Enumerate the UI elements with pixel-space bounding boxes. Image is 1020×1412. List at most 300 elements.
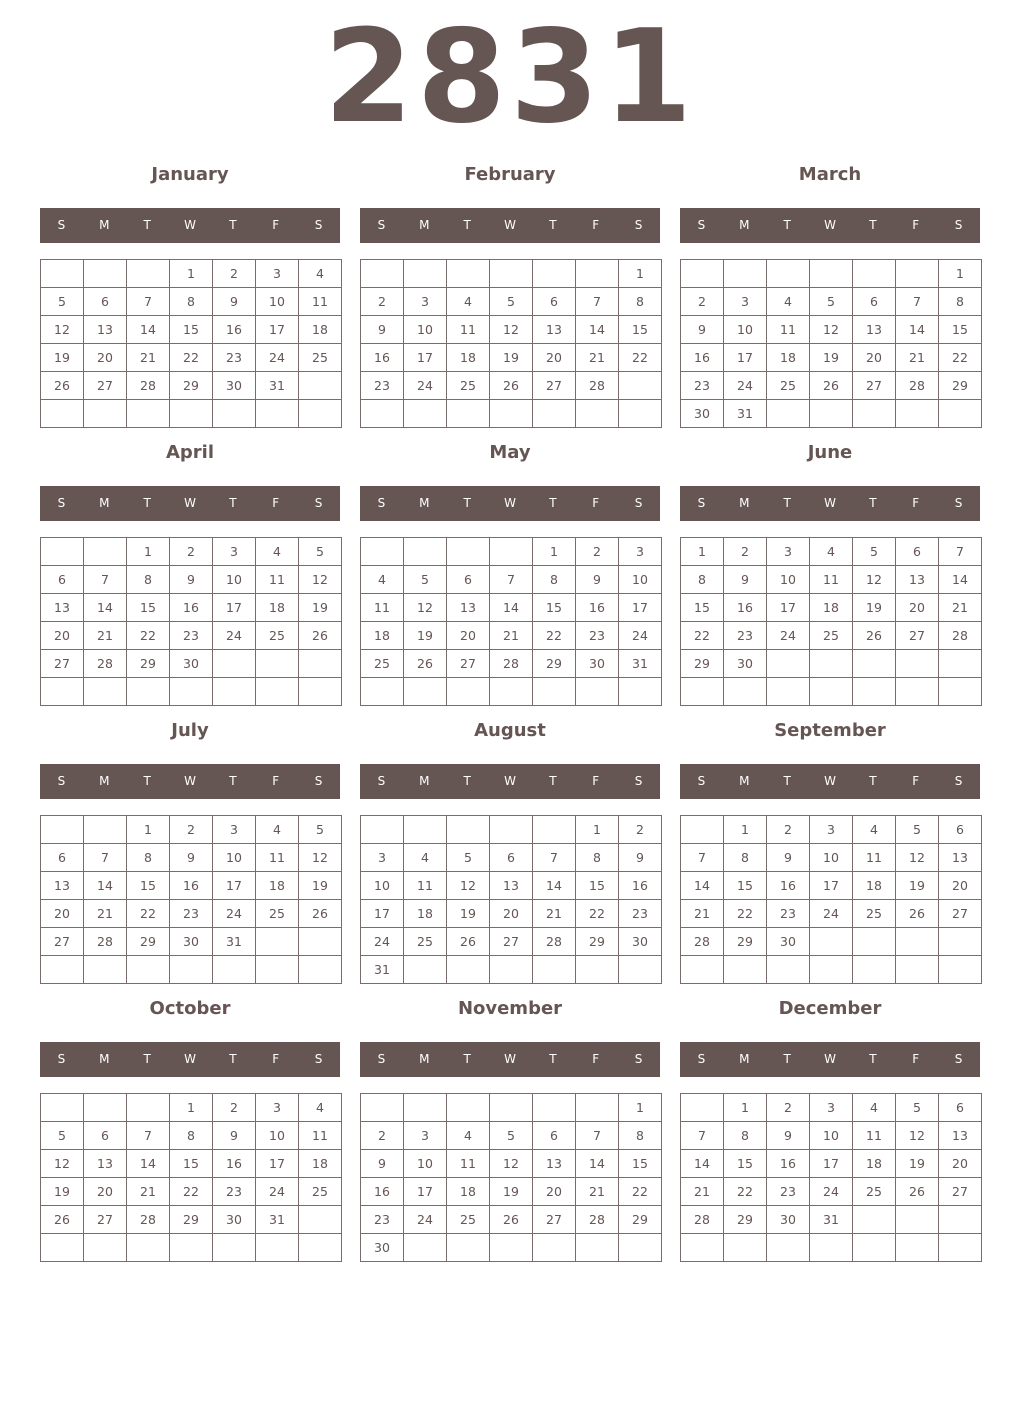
day-cell <box>299 678 342 706</box>
weekday-label: T <box>549 496 557 510</box>
week-row <box>41 844 342 872</box>
day-cell <box>41 816 84 844</box>
day-cell: 22 <box>724 900 767 928</box>
day-cell <box>939 650 982 678</box>
weekday-label: T <box>783 218 791 232</box>
day-cell: 7 <box>896 288 939 316</box>
day-cell: 26 <box>896 1178 939 1206</box>
day-cell <box>256 678 299 706</box>
day-cell: 10 <box>361 872 404 900</box>
day-cell: 21 <box>576 1178 619 1206</box>
day-cell <box>299 372 342 400</box>
day-cell <box>84 956 127 984</box>
weekday-label: M <box>99 1052 110 1066</box>
day-cell <box>447 1234 490 1262</box>
day-cell: 18 <box>361 622 404 650</box>
weekday-label: S <box>697 774 706 788</box>
day-cell <box>127 1094 170 1122</box>
day-cell: 27 <box>939 900 982 928</box>
weekday-label: T <box>549 218 557 232</box>
month-name: October <box>149 998 231 1019</box>
day-cell <box>404 816 447 844</box>
day-cell <box>299 400 342 428</box>
day-cell: 23 <box>724 622 767 650</box>
day-cell: 27 <box>84 1206 127 1234</box>
week-row <box>41 928 342 956</box>
day-cell: 15 <box>939 316 982 344</box>
weekday-header <box>40 208 340 243</box>
week-row <box>41 288 342 316</box>
day-cell: 10 <box>256 288 299 316</box>
week-row <box>681 816 982 844</box>
day-cell <box>533 956 576 984</box>
day-cell: 26 <box>404 650 447 678</box>
day-cell: 16 <box>767 872 810 900</box>
day-cell <box>256 1234 299 1262</box>
day-cell <box>576 400 619 428</box>
day-cell <box>84 1094 127 1122</box>
day-cell: 31 <box>810 1206 853 1234</box>
day-cell: 3 <box>619 538 662 566</box>
weekday-label: S <box>377 218 386 232</box>
day-cell: 10 <box>810 844 853 872</box>
day-cell: 14 <box>533 872 576 900</box>
day-cell: 9 <box>170 566 213 594</box>
day-cell: 24 <box>404 372 447 400</box>
week-row <box>681 872 982 900</box>
day-cell: 9 <box>361 1150 404 1178</box>
weekday-label: F <box>912 774 920 788</box>
day-cell: 26 <box>299 900 342 928</box>
weekday-label: S <box>634 1052 643 1066</box>
week-row <box>361 816 662 844</box>
weekday-header <box>360 486 660 521</box>
day-cell: 18 <box>299 316 342 344</box>
day-cell: 29 <box>619 1206 662 1234</box>
day-cell: 27 <box>41 650 84 678</box>
week-row <box>361 400 662 428</box>
day-cell: 18 <box>256 594 299 622</box>
day-cell: 27 <box>533 1206 576 1234</box>
day-cell: 10 <box>404 1150 447 1178</box>
day-cell: 4 <box>853 1094 896 1122</box>
day-cell: 7 <box>127 1122 170 1150</box>
day-cell: 8 <box>127 844 170 872</box>
day-cell: 22 <box>619 1178 662 1206</box>
weekday-label: S <box>57 218 66 232</box>
day-cell: 6 <box>533 1122 576 1150</box>
day-cell: 6 <box>896 538 939 566</box>
day-cell <box>447 816 490 844</box>
day-cell: 30 <box>767 1206 810 1234</box>
day-cell: 25 <box>256 900 299 928</box>
day-cell: 8 <box>619 1122 662 1150</box>
day-cell: 23 <box>619 900 662 928</box>
weekday-label: S <box>697 1052 706 1066</box>
weekday-label: W <box>184 1052 196 1066</box>
day-cell: 8 <box>533 566 576 594</box>
day-cell <box>404 260 447 288</box>
month-name: February <box>464 164 556 185</box>
weekday-label: S <box>954 218 963 232</box>
year-title: 2831 <box>323 3 697 152</box>
weekday-label: T <box>869 774 877 788</box>
day-cell: 20 <box>533 344 576 372</box>
day-cell: 9 <box>361 316 404 344</box>
day-cell: 21 <box>939 594 982 622</box>
day-cell: 19 <box>490 1178 533 1206</box>
day-cell: 4 <box>767 288 810 316</box>
day-cell: 21 <box>84 622 127 650</box>
day-cell: 11 <box>256 566 299 594</box>
day-cell: 16 <box>170 594 213 622</box>
week-row <box>41 816 342 844</box>
day-cell: 5 <box>41 1122 84 1150</box>
month-name: December <box>778 998 882 1019</box>
day-cell: 13 <box>896 566 939 594</box>
weekday-label: W <box>824 1052 836 1066</box>
day-cell: 8 <box>724 844 767 872</box>
day-cell: 15 <box>619 316 662 344</box>
day-cell <box>361 816 404 844</box>
day-cell: 2 <box>213 260 256 288</box>
day-cell <box>853 650 896 678</box>
day-cell <box>853 1206 896 1234</box>
day-cell: 21 <box>127 344 170 372</box>
day-cell: 11 <box>767 316 810 344</box>
day-cell <box>767 956 810 984</box>
day-cell: 1 <box>127 816 170 844</box>
week-row <box>41 900 342 928</box>
day-cell: 13 <box>939 1122 982 1150</box>
weekday-label: S <box>377 774 386 788</box>
weekday-label: T <box>143 774 151 788</box>
day-cell <box>361 538 404 566</box>
day-cell <box>490 1094 533 1122</box>
week-row <box>41 1178 342 1206</box>
day-cell <box>853 1234 896 1262</box>
week-row <box>681 344 982 372</box>
day-cell: 2 <box>767 1094 810 1122</box>
day-cell: 21 <box>533 900 576 928</box>
day-cell: 29 <box>127 928 170 956</box>
day-cell <box>299 1234 342 1262</box>
day-cell: 20 <box>41 900 84 928</box>
weekday-header <box>40 764 340 799</box>
week-row <box>681 1122 982 1150</box>
day-cell <box>127 260 170 288</box>
weekday-label: W <box>504 774 516 788</box>
day-cell: 1 <box>619 260 662 288</box>
day-cell: 7 <box>533 844 576 872</box>
week-row <box>361 1094 662 1122</box>
day-cell: 12 <box>447 872 490 900</box>
day-cell: 10 <box>256 1122 299 1150</box>
day-cell: 3 <box>213 816 256 844</box>
week-row <box>361 956 662 984</box>
weekday-label: T <box>549 774 557 788</box>
day-cell: 5 <box>299 816 342 844</box>
day-cell: 21 <box>681 900 724 928</box>
day-cell: 24 <box>213 900 256 928</box>
day-cell <box>41 1234 84 1262</box>
day-cell: 11 <box>299 288 342 316</box>
day-cell: 7 <box>576 1122 619 1150</box>
day-cell: 31 <box>256 1206 299 1234</box>
day-cell <box>810 650 853 678</box>
weekday-label: S <box>634 496 643 510</box>
day-cell <box>447 538 490 566</box>
day-cell: 13 <box>490 872 533 900</box>
week-row <box>41 566 342 594</box>
day-cell: 28 <box>127 372 170 400</box>
day-cell <box>299 1206 342 1234</box>
weekday-label: F <box>272 774 280 788</box>
day-cell: 14 <box>127 316 170 344</box>
weekday-header <box>360 208 660 243</box>
day-cell: 26 <box>447 928 490 956</box>
day-cell: 21 <box>127 1178 170 1206</box>
day-cell: 6 <box>939 1094 982 1122</box>
day-cell: 22 <box>576 900 619 928</box>
day-cell <box>767 678 810 706</box>
day-cell <box>361 260 404 288</box>
day-cell: 1 <box>170 1094 213 1122</box>
day-cell: 28 <box>533 928 576 956</box>
day-cell <box>447 1094 490 1122</box>
day-cell: 4 <box>853 816 896 844</box>
weekday-label: T <box>783 1052 791 1066</box>
day-cell <box>213 400 256 428</box>
day-cell: 18 <box>447 1178 490 1206</box>
day-cell: 20 <box>41 622 84 650</box>
day-cell: 26 <box>490 372 533 400</box>
day-cell <box>170 1234 213 1262</box>
day-cell: 28 <box>576 1206 619 1234</box>
day-cell: 8 <box>127 566 170 594</box>
day-cell: 10 <box>619 566 662 594</box>
day-cell: 17 <box>361 900 404 928</box>
day-cell: 19 <box>896 1150 939 1178</box>
day-cell: 2 <box>361 1122 404 1150</box>
day-cell: 29 <box>170 372 213 400</box>
day-cell: 20 <box>490 900 533 928</box>
day-cell: 24 <box>810 900 853 928</box>
day-cell: 1 <box>681 538 724 566</box>
weekday-label: T <box>229 1052 237 1066</box>
day-cell <box>533 400 576 428</box>
day-cell: 30 <box>681 400 724 428</box>
day-cell <box>84 260 127 288</box>
week-row <box>41 1234 342 1262</box>
day-cell: 20 <box>896 594 939 622</box>
day-cell: 24 <box>724 372 767 400</box>
day-cell: 5 <box>447 844 490 872</box>
day-cell: 4 <box>447 288 490 316</box>
day-cell: 25 <box>256 622 299 650</box>
day-cell: 14 <box>490 594 533 622</box>
days-grid <box>40 815 342 984</box>
day-cell: 24 <box>619 622 662 650</box>
day-cell: 28 <box>681 928 724 956</box>
weekday-label: T <box>229 496 237 510</box>
week-row <box>41 1122 342 1150</box>
weekday-label: T <box>549 1052 557 1066</box>
day-cell: 18 <box>853 1150 896 1178</box>
day-cell: 21 <box>576 344 619 372</box>
day-cell: 23 <box>681 372 724 400</box>
day-cell: 21 <box>490 622 533 650</box>
weekday-label: S <box>697 218 706 232</box>
day-cell: 9 <box>213 288 256 316</box>
day-cell <box>490 538 533 566</box>
day-cell: 17 <box>810 1150 853 1178</box>
day-cell <box>490 400 533 428</box>
day-cell: 19 <box>41 1178 84 1206</box>
day-cell: 6 <box>41 566 84 594</box>
day-cell: 31 <box>619 650 662 678</box>
day-cell <box>767 260 810 288</box>
day-cell <box>681 260 724 288</box>
day-cell: 29 <box>576 928 619 956</box>
day-cell: 2 <box>576 538 619 566</box>
day-cell: 16 <box>361 1178 404 1206</box>
day-cell: 10 <box>404 316 447 344</box>
day-cell <box>447 678 490 706</box>
day-cell: 28 <box>576 372 619 400</box>
weekday-label: S <box>954 496 963 510</box>
day-cell: 2 <box>767 816 810 844</box>
day-cell: 23 <box>576 622 619 650</box>
week-row <box>361 1122 662 1150</box>
day-cell <box>490 260 533 288</box>
week-row <box>361 1234 662 1262</box>
day-cell: 24 <box>404 1206 447 1234</box>
day-cell: 22 <box>170 344 213 372</box>
day-cell: 23 <box>170 900 213 928</box>
weekday-label: W <box>824 496 836 510</box>
day-cell: 2 <box>170 538 213 566</box>
weekday-header <box>680 764 980 799</box>
week-row <box>41 594 342 622</box>
week-row <box>681 844 982 872</box>
day-cell: 2 <box>361 288 404 316</box>
weekday-label: M <box>419 218 430 232</box>
month-name: July <box>171 720 209 741</box>
day-cell: 8 <box>576 844 619 872</box>
day-cell: 1 <box>619 1094 662 1122</box>
week-row <box>41 622 342 650</box>
day-cell: 1 <box>533 538 576 566</box>
day-cell: 3 <box>404 288 447 316</box>
weekday-label: S <box>314 774 323 788</box>
weekday-label: T <box>869 496 877 510</box>
day-cell <box>127 956 170 984</box>
day-cell: 7 <box>681 844 724 872</box>
weekday-label: T <box>143 218 151 232</box>
week-row <box>361 1206 662 1234</box>
day-cell: 11 <box>447 1150 490 1178</box>
day-cell <box>213 650 256 678</box>
day-cell <box>724 1234 767 1262</box>
day-cell: 27 <box>490 928 533 956</box>
day-cell: 18 <box>256 872 299 900</box>
day-cell: 13 <box>853 316 896 344</box>
day-cell <box>681 1094 724 1122</box>
day-cell: 12 <box>490 1150 533 1178</box>
weekday-label: M <box>419 1052 430 1066</box>
day-cell <box>767 400 810 428</box>
day-cell: 20 <box>533 1178 576 1206</box>
day-cell: 20 <box>853 344 896 372</box>
day-cell: 5 <box>41 288 84 316</box>
day-cell: 5 <box>896 816 939 844</box>
week-row <box>681 288 982 316</box>
day-cell: 16 <box>361 344 404 372</box>
day-cell: 17 <box>810 872 853 900</box>
day-cell <box>361 1094 404 1122</box>
day-cell: 4 <box>299 1094 342 1122</box>
day-cell: 3 <box>810 816 853 844</box>
month-name: June <box>807 442 853 463</box>
month-name: November <box>457 998 563 1019</box>
days-grid <box>360 1093 662 1262</box>
weekday-label: T <box>143 496 151 510</box>
day-cell: 17 <box>256 1150 299 1178</box>
day-cell: 9 <box>681 316 724 344</box>
month-name: May <box>489 442 531 463</box>
day-cell <box>170 956 213 984</box>
day-cell: 11 <box>853 844 896 872</box>
day-cell: 30 <box>576 650 619 678</box>
day-cell: 14 <box>576 1150 619 1178</box>
day-cell: 19 <box>299 594 342 622</box>
day-cell: 13 <box>533 316 576 344</box>
day-cell: 2 <box>170 816 213 844</box>
day-cell: 16 <box>213 1150 256 1178</box>
day-cell <box>361 400 404 428</box>
day-cell <box>533 1234 576 1262</box>
day-cell <box>127 400 170 428</box>
day-cell <box>939 928 982 956</box>
day-cell: 22 <box>127 900 170 928</box>
day-cell: 25 <box>361 650 404 678</box>
week-row <box>361 872 662 900</box>
days-grid <box>40 259 342 428</box>
day-cell: 25 <box>404 928 447 956</box>
day-cell: 15 <box>724 1150 767 1178</box>
day-cell: 24 <box>767 622 810 650</box>
day-cell: 30 <box>170 650 213 678</box>
week-row <box>361 928 662 956</box>
day-cell: 5 <box>896 1094 939 1122</box>
week-row <box>361 844 662 872</box>
day-cell: 26 <box>41 372 84 400</box>
day-cell: 8 <box>170 1122 213 1150</box>
week-row <box>681 400 982 428</box>
day-cell: 19 <box>447 900 490 928</box>
day-cell <box>533 1094 576 1122</box>
day-cell: 4 <box>256 816 299 844</box>
weekday-header <box>680 208 980 243</box>
day-cell <box>939 1234 982 1262</box>
day-cell: 15 <box>127 872 170 900</box>
week-row <box>681 928 982 956</box>
day-cell: 8 <box>681 566 724 594</box>
day-cell: 22 <box>170 1178 213 1206</box>
weekday-label: S <box>377 1052 386 1066</box>
day-cell: 2 <box>681 288 724 316</box>
